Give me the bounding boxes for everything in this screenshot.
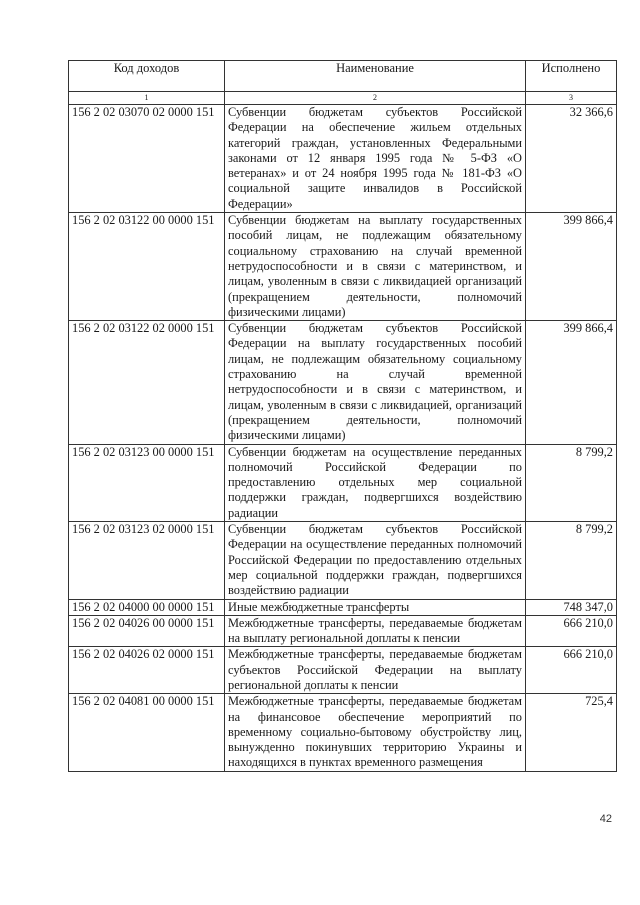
table-row <box>69 213 617 321</box>
page-number: 42 <box>599 813 612 825</box>
revenue-code-cell: 156 2 02 04026 00 0000 151 <box>69 615 225 647</box>
table-row <box>69 321 617 444</box>
executed-amount-cell: 8 799,2 <box>526 444 617 521</box>
executed-amount-cell: 666 210,0 <box>526 647 617 694</box>
revenue-code-cell: 156 2 02 04026 02 0000 151 <box>69 647 225 694</box>
revenue-name-cell: Субвенции бюджетам субъектов Российской Федерации на обеспечение жильем отдельных категорий граждан, установленных Федеральными законами от 12 января 1995 года № 5-ФЗ «О ветеранах» и от 24 ноября 1995 года № 181-ФЗ «О социальной защите инвалидов в Российской Федерации» <box>225 105 526 213</box>
revenue-code-cell: 156 2 02 04081 00 0000 151 <box>69 694 225 771</box>
table-row <box>69 647 617 694</box>
executed-amount-cell: 666 210,0 <box>526 615 617 647</box>
revenue-code-cell: 156 2 02 03123 02 0000 151 <box>69 522 225 599</box>
table-row <box>69 599 617 615</box>
executed-amount-cell: 748 347,0 <box>526 599 617 615</box>
revenue-name-cell: Субвенции бюджетам на выплату государственных пособий лицам, не подлежащим обязательному социальному страхованию на случай временной нетрудоспособности и в связи с материнством, и лицам, уволенным в связи с ликвидацией организаций (прекращением деятельности, полномочий физическими лицами) <box>225 213 526 321</box>
table-row <box>69 615 617 647</box>
column-number-row <box>69 92 617 105</box>
executed-amount-cell: 8 799,2 <box>526 522 617 599</box>
table-row <box>69 444 617 521</box>
executed-amount-cell: 32 366,6 <box>526 105 617 213</box>
table-header-row <box>69 61 617 92</box>
revenue-code-cell: 156 2 02 03070 02 0000 151 <box>69 105 225 213</box>
header-amount: Исполнено <box>526 61 617 92</box>
revenue-code-cell: 156 2 02 03122 02 0000 151 <box>69 321 225 444</box>
revenue-code-cell: 156 2 02 03123 00 0000 151 <box>69 444 225 521</box>
executed-amount-cell: 399 866,4 <box>526 213 617 321</box>
revenue-name-cell: Межбюджетные трансферты, передаваемые бюджетам субъектов Российской Федерации на выплату региональной доплаты к пенсии <box>225 647 526 694</box>
table-row <box>69 522 617 599</box>
executed-amount-cell: 725,4 <box>526 694 617 771</box>
revenue-table <box>68 60 617 772</box>
table-body <box>69 105 617 772</box>
revenue-name-cell: Субвенции бюджетам субъектов Российской Федерации на осуществление переданных полномочий Российской Федерации по предоставлению отдельных мер социальной поддержки граждан, подвергшихся воздействию радиации <box>225 522 526 599</box>
header-name: Наименование <box>225 61 526 92</box>
column-number: 3 <box>526 92 617 105</box>
executed-amount-cell: 399 866,4 <box>526 321 617 444</box>
revenue-code-cell: 156 2 02 03122 00 0000 151 <box>69 213 225 321</box>
table-row <box>69 694 617 771</box>
header-code: Код доходов <box>69 61 225 92</box>
revenue-name-cell: Межбюджетные трансферты, передаваемые бюджетам на выплату региональной доплаты к пенсии <box>225 615 526 647</box>
column-number: 2 <box>225 92 526 105</box>
column-number: 1 <box>69 92 225 105</box>
revenue-name-cell: Межбюджетные трансферты, передаваемые бюджетам на финансовое обеспечение мероприятий по временному социально-бытовому обустройству лиц, вынужденно покинувших территорию Украины и находящихся в пунктах временного размещения <box>225 694 526 771</box>
table-row <box>69 105 617 213</box>
revenue-code-cell: 156 2 02 04000 00 0000 151 <box>69 599 225 615</box>
revenue-name-cell: Субвенции бюджетам на осуществление переданных полномочий Российской Федерации по предоставлению отдельных мер социальной поддержки граждан, подвергшихся воздействию радиации <box>225 444 526 521</box>
revenue-name-cell: Субвенции бюджетам субъектов Российской Федерации на выплату государственных пособий лицам, не подлежащим обязательному социальному страхованию на случай временной нетрудоспособности и в связи с материнством, и лицам, уволенным в связи с ликвидацией, организаций (прекращением деятельности, полномочий физическими лицами) <box>225 321 526 444</box>
revenue-name-cell: Иные межбюджетные трансферты <box>225 599 526 615</box>
